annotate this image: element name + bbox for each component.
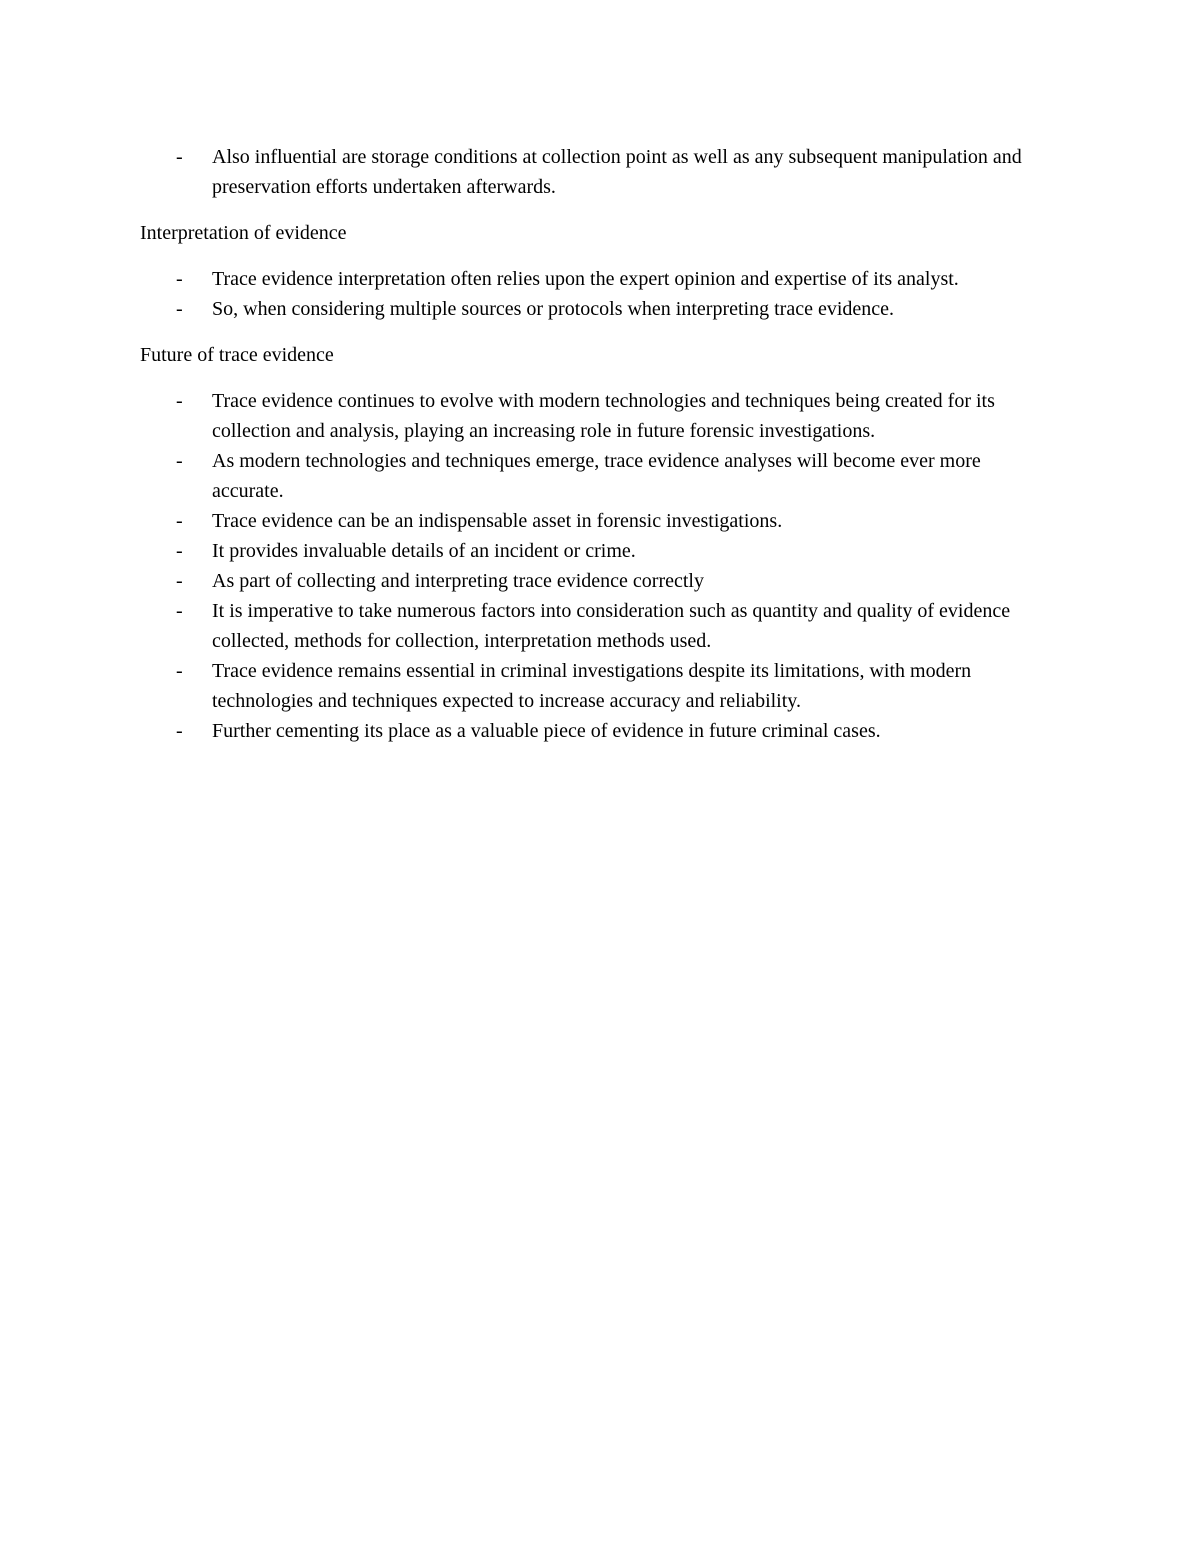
list-item xyxy=(140,506,1050,536)
dash-bullet: - xyxy=(176,600,183,622)
dash-bullet: - xyxy=(176,660,183,682)
dash-bullet: - xyxy=(176,146,183,168)
list-item xyxy=(140,386,1050,446)
dash-bullet: - xyxy=(176,720,183,742)
dash-bullet: - xyxy=(176,298,183,320)
list-item-text: Trace evidence remains essential in criminal investigations despite its limitations, with modern technologies and techniques expected to increase accuracy and reliability. xyxy=(212,660,972,712)
list-item xyxy=(140,656,1050,716)
document-body xyxy=(140,142,1050,746)
list-item-text: It provides invaluable details of an incident or crime. xyxy=(212,540,636,562)
dash-bullet: - xyxy=(176,510,183,532)
list-item xyxy=(140,596,1050,656)
list-item xyxy=(140,716,1050,746)
list-item xyxy=(140,536,1050,566)
list-item xyxy=(140,446,1050,506)
list-item-text: Further cementing its place as a valuable piece of evidence in future criminal cases. xyxy=(212,720,881,742)
interpretation-list xyxy=(140,264,1050,324)
dash-bullet: - xyxy=(176,390,183,412)
list-item xyxy=(140,264,1050,294)
section-future xyxy=(140,340,1050,746)
section-heading: Future of trace evidence xyxy=(140,344,334,366)
dash-bullet: - xyxy=(176,268,183,290)
dash-bullet: - xyxy=(176,570,183,592)
list-item-text: As part of collecting and interpreting trace evidence correctly xyxy=(212,570,704,592)
list-item-text: Trace evidence continues to evolve with modern technologies and techniques being created for its collection and analysis, playing an increasing role in future forensic investigations. xyxy=(212,390,995,442)
future-list xyxy=(140,386,1050,746)
list-item-text: As modern technologies and techniques emerge, trace evidence analyses will become ever more accurate. xyxy=(212,450,981,502)
section-heading: Interpretation of evidence xyxy=(140,222,347,244)
intro-list xyxy=(140,142,1050,202)
dash-bullet: - xyxy=(176,540,183,562)
list-item-text: So, when considering multiple sources or protocols when interpreting trace evidence. xyxy=(212,298,895,320)
list-item xyxy=(140,566,1050,596)
dash-bullet: - xyxy=(176,450,183,472)
list-item-text: Trace evidence can be an indispensable asset in forensic investigations. xyxy=(212,510,783,532)
list-item xyxy=(140,142,1050,202)
section-interpretation xyxy=(140,218,1050,324)
list-item-text: It is imperative to take numerous factors into consideration such as quantity and quality of evidence collected, methods for collection, interpretation methods used. xyxy=(212,600,1011,652)
list-item-text: Trace evidence interpretation often relies upon the expert opinion and expertise of its analyst. xyxy=(212,268,959,290)
list-item-text: Also influential are storage conditions at collection point as well as any subsequent manipulation and preservation efforts undertaken afterwards. xyxy=(212,146,1022,198)
list-item xyxy=(140,294,1050,324)
